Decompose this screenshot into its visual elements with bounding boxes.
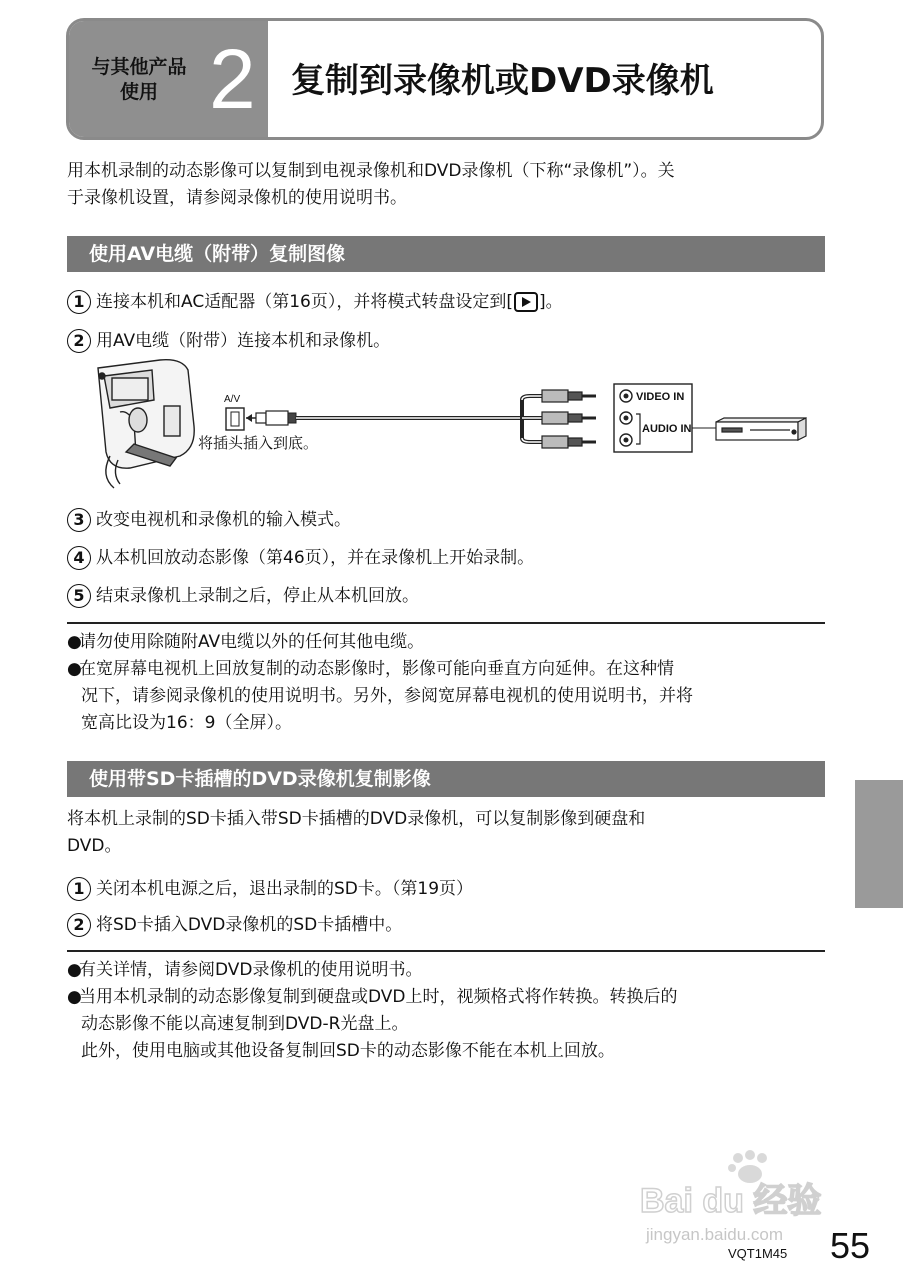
step-text: 从本机回放动态影像（第46页），并在录像机上开始录制。 xyxy=(96,548,535,568)
rca-plugs-icon xyxy=(542,390,596,448)
section-heading-sd-card: 使用带SD卡插槽的DVD录像机复制影像 xyxy=(67,761,825,797)
step-1 xyxy=(67,289,563,315)
av-jack-label: A/V xyxy=(224,394,241,405)
divider xyxy=(67,622,825,624)
note-text-continued: 宽高比设为16：9（全屏）。 xyxy=(81,713,292,733)
sd-step-1 xyxy=(67,876,473,902)
chapter-number: 2 xyxy=(209,32,256,126)
plug-note: 将插头插入到底。 xyxy=(198,434,319,452)
bullet-icon: ● xyxy=(67,987,82,1007)
page-number: 55 xyxy=(830,1225,871,1266)
note-item xyxy=(67,629,815,656)
chapter-category-line1: 与其他产品 xyxy=(91,56,187,78)
dvd-recorder-icon xyxy=(716,418,806,440)
camcorder-illustration xyxy=(98,360,194,488)
section2-intro-line-1: 将本机上录制的SD卡插入带SD卡插槽的DVD录像机，可以复制影像到硬盘和 xyxy=(67,809,646,829)
chapter-side-tab xyxy=(855,780,903,908)
note-item xyxy=(67,984,815,1011)
section-heading-av-cable: 使用AV电缆（附带）复制图像 xyxy=(67,236,825,272)
divider xyxy=(67,950,825,952)
note-text: 请勿使用除随附AV电缆以外的任何其他电缆。 xyxy=(79,632,425,652)
intro-line-2: 于录像机设置，请参阅录像机的使用说明书。 xyxy=(67,188,407,208)
page-title: 复制到录像机或DVD录像机 xyxy=(291,61,714,101)
step-text: 将SD卡插入DVD录像机的SD卡插槽中。 xyxy=(96,915,403,935)
chapter-category-line2: 使用 xyxy=(119,81,158,103)
step-text: 改变电视机和录像机的输入模式。 xyxy=(96,510,351,530)
step-number: 5 xyxy=(67,584,91,608)
step-text: 关闭本机电源之后，退出录制的SD卡。（第19页） xyxy=(96,879,474,899)
note-text-continued: 况下，请参阅录像机的使用说明书。另外，参阅宽屏幕电视机的使用说明书，并将 xyxy=(81,686,693,706)
bullet-icon: ● xyxy=(67,960,82,980)
step-2 xyxy=(67,328,390,354)
note-text-continued: 此外，使用电脑或其他设备复制回SD卡的动态影像不能在本机上回放。 xyxy=(81,1041,615,1061)
section2-intro-line-2: DVD。 xyxy=(67,836,122,856)
bullet-icon: ● xyxy=(67,632,82,652)
chapter-category-block xyxy=(69,21,268,137)
step-number: 4 xyxy=(67,546,91,570)
bullet-icon: ● xyxy=(67,659,82,679)
playback-mode-icon xyxy=(514,292,538,312)
intro-paragraph xyxy=(67,158,815,212)
note-text: 在宽屏幕电视机上回放复制的动态影像时，影像可能向垂直方向延伸。在这种情 xyxy=(79,659,674,679)
model-code: VQT1M45 xyxy=(728,1246,788,1261)
step-number: 2 xyxy=(67,329,91,353)
note-item xyxy=(67,957,815,984)
chapter-category xyxy=(73,55,205,105)
chapter-header xyxy=(66,18,824,140)
note-item xyxy=(67,656,815,683)
step-number: 2 xyxy=(67,913,91,937)
step-3 xyxy=(67,507,351,533)
step-text: 连接本机和AC适配器（第16页），并将模式转盘设定到[ xyxy=(96,292,513,312)
section2-intro xyxy=(67,806,815,860)
step-number: 3 xyxy=(67,508,91,532)
step-number: 1 xyxy=(67,877,91,901)
step-4 xyxy=(67,545,534,571)
step-5 xyxy=(67,583,419,609)
note-text: 有关详情，请参阅DVD录像机的使用说明书。 xyxy=(79,960,423,980)
connection-diagram xyxy=(90,356,820,496)
step-text: 结束录像机上录制之后，停止从本机回放。 xyxy=(96,586,419,606)
sd-step-2 xyxy=(67,912,402,938)
video-in-label: VIDEO IN xyxy=(636,391,685,403)
watermark-logo-text: Bai du 经验 xyxy=(640,1182,822,1220)
section1-notes xyxy=(67,629,815,737)
section2-notes xyxy=(67,957,815,1065)
note-text: 当用本机录制的动态影像复制到硬盘或DVD上时，视频格式将作转换。转换后的 xyxy=(79,987,678,1007)
step-text-suffix: ]。 xyxy=(538,292,563,312)
note-text-continued: 动态影像不能以高速复制到DVD-R光盘上。 xyxy=(81,1014,409,1034)
av-plug-icon xyxy=(256,413,266,423)
audio-in-label: AUDIO IN xyxy=(642,423,692,435)
step-text: 用AV电缆（附带）连接本机和录像机。 xyxy=(96,331,391,351)
insert-arrow-icon xyxy=(246,414,252,422)
watermark-url: jingyan.baidu.com xyxy=(646,1225,784,1244)
connection-diagram-svg xyxy=(90,356,820,496)
baidu-watermark-logo xyxy=(638,1150,858,1250)
intro-line-1: 用本机录制的动态影像可以复制到电视录像机和DVD录像机（下称“录像机”）。关 xyxy=(67,161,675,181)
step-number: 1 xyxy=(67,290,91,314)
